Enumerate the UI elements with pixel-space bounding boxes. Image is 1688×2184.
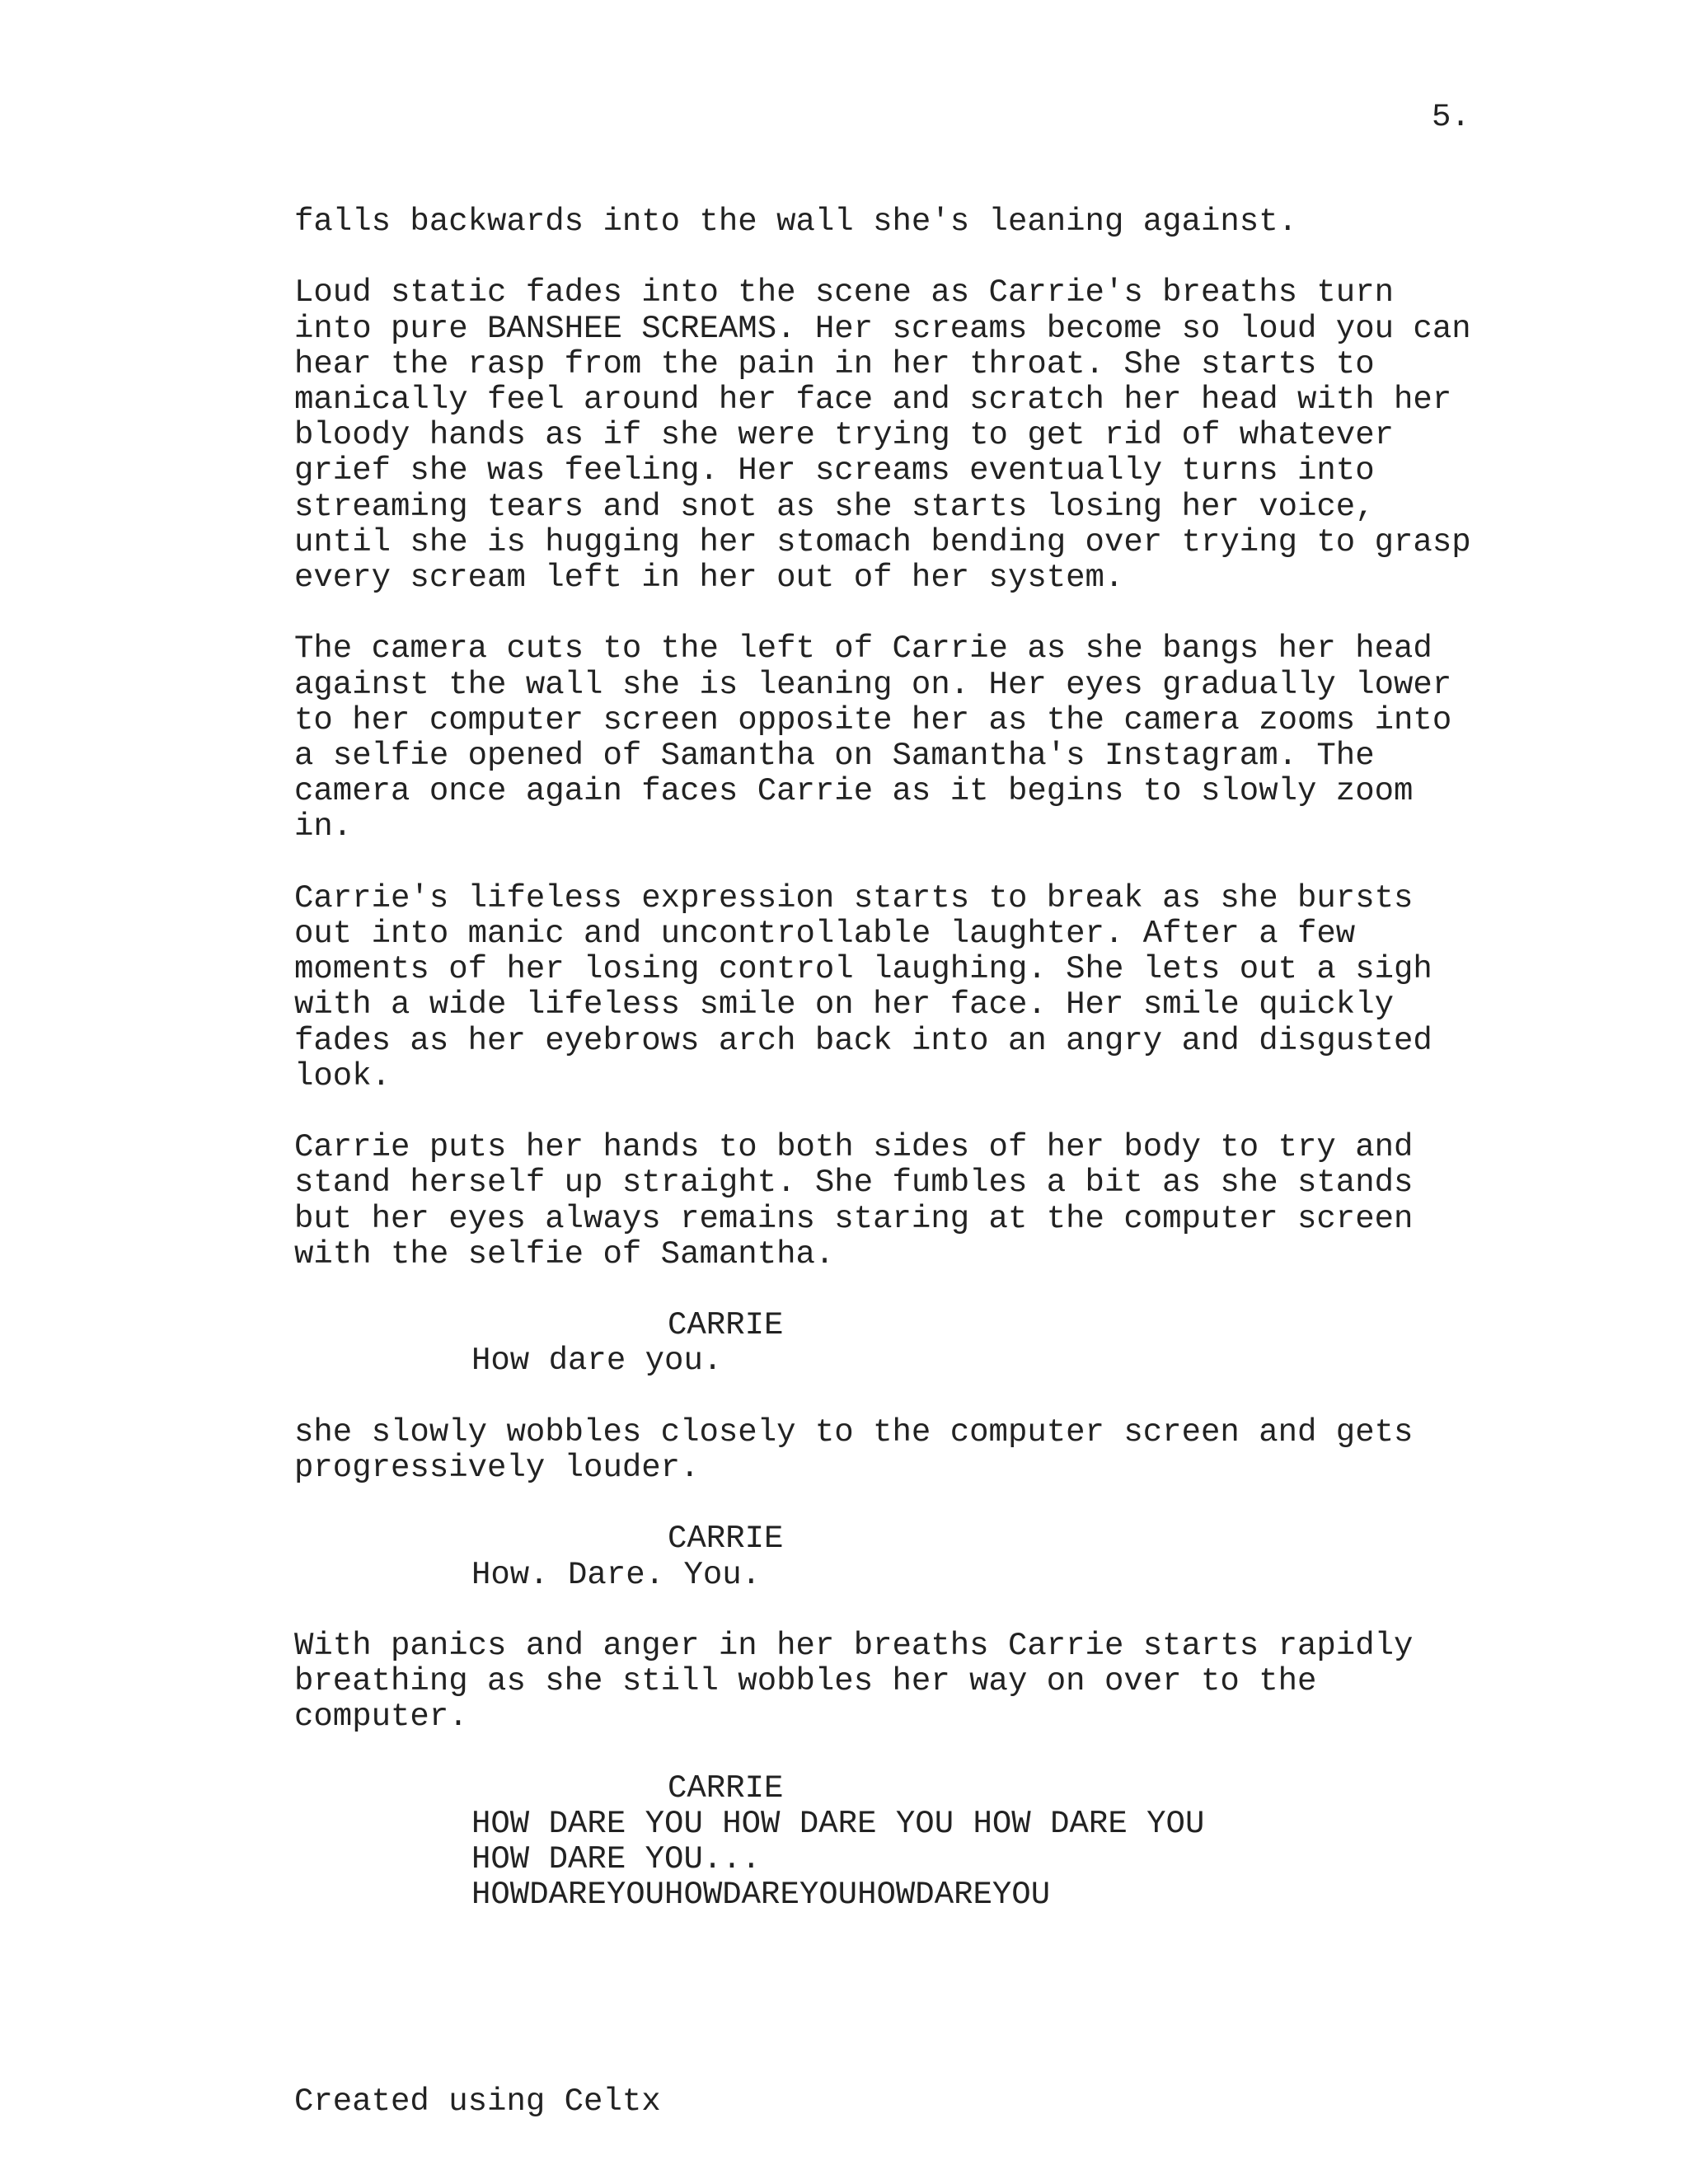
dialogue-line: How dare you. — [471, 1343, 723, 1380]
character-cue: CARRIE — [668, 1307, 784, 1344]
action-paragraph: With panics and anger in her breaths Carrie starts rapidly breathing as she still wobbles her way on over to the computer. — [294, 1628, 1414, 1736]
action-paragraph: Carrie's lifeless expression starts to break as she bursts out into manic and uncontrollable laughter. After a few moments of her losing control laughing. She lets out a sigh with a wide lifeless smile on her face. Her smile quickly fades as her eyebrows arch back into an angry and disgusted look. — [294, 879, 1432, 1094]
character-cue: CARRIE — [668, 1521, 784, 1558]
screenplay-body — [294, 204, 1498, 1949]
action-paragraph: Carrie puts her hands to both sides of her body to try and stand herself up straight. She fumbles a bit as she stands but her eyes always remains staring at the computer screen with the selfie of Samantha. — [294, 1129, 1414, 1272]
character-cue: CARRIE — [668, 1769, 784, 1807]
action-paragraph: falls backwards into the wall she's leaning against. — [294, 204, 1297, 240]
dialogue-line: How. Dare. You. — [471, 1556, 762, 1593]
dialogue-line: HOW DARE YOU HOW DARE YOU HOW DARE YOU HOW DARE YOU... HOWDAREYOUHOWDAREYOUHOWDAREYOU — [471, 1806, 1205, 1914]
action-paragraph: Loud static fades into the scene as Carrie's breaths turn into pure BANSHEE SCREAMS. Her screams become so loud you can hear the rasp from the pain in her throat. She starts to manically feel around her face and scratch her head with her bloody hands as if she were trying to get rid of whatever grief she was feeling. Her screams eventually turns into streaming tears and snot as she starts losing her voice, until she is hugging her stomach bending over trying to grasp every scream left in her out of her system. — [294, 274, 1471, 597]
action-paragraph: The camera cuts to the left of Carrie as she bangs her head against the wall she is leaning on. Her eyes gradually lower to her computer screen opposite her as the camera zooms into a selfie opened of Samantha on Samantha's Instagram. The camera once again faces Carrie as it begins to slowly zoom in. — [294, 630, 1452, 846]
page-number: 5. — [1432, 99, 1470, 135]
footer-credit: Created using Celtx — [294, 2083, 661, 2120]
action-paragraph: she slowly wobbles closely to the computer screen and gets progressively louder. — [294, 1413, 1414, 1487]
